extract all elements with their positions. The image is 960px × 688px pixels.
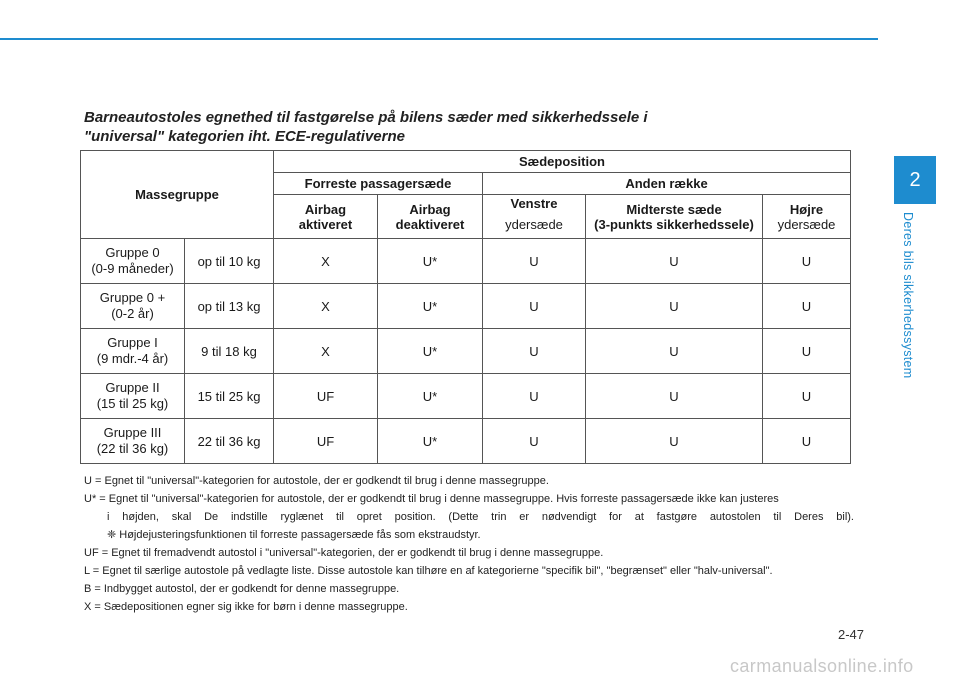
row-group xyxy=(81,239,185,284)
cell-midterste: U xyxy=(586,374,763,419)
header-midterste-saede xyxy=(586,195,763,239)
header-row-1 xyxy=(81,151,851,173)
group-name: Gruppe III xyxy=(103,425,162,440)
page-title xyxy=(84,108,784,146)
group-name: Gruppe 0 xyxy=(105,245,160,260)
cell-venstre: U xyxy=(483,419,586,464)
cell-airbag-deaktiveret: U* xyxy=(378,419,483,464)
cell-midterste: U xyxy=(586,239,763,284)
row-weight: op til 13 kg xyxy=(185,284,274,329)
cell-airbag-deaktiveret: U* xyxy=(378,284,483,329)
legend-b: B = Indbygget autostol, der er godkendt for denne massegruppe. xyxy=(84,583,400,595)
group-range: (22 til 36 kg) xyxy=(96,441,169,456)
row-weight: 15 til 25 kg xyxy=(185,374,274,419)
header-airbag-aktiveret-line-1: Airbag xyxy=(304,201,347,217)
header-hojre-line-2: ydersæde xyxy=(777,216,836,232)
header-midterste-line-2: (3-punkts sikkerhedssele) xyxy=(594,216,754,232)
legend-u-star-continued: i højden, skal De indstille ryglænet til opret position. (Dette trin er nødvendigt for at fastgøre autostolen til Deres bil). xyxy=(107,511,854,523)
header-airbag-deaktiveret xyxy=(378,195,483,239)
table-row xyxy=(81,329,851,374)
row-group xyxy=(81,374,185,419)
legend-u-star-note: ❈ Højdejusteringsfunktionen til forreste passagersæde fås som ekstraudstyr. xyxy=(107,529,481,541)
child-seat-compatibility-table xyxy=(80,150,851,464)
chapter-tab xyxy=(894,156,936,204)
cell-airbag-deaktiveret: U* xyxy=(378,239,483,284)
legend-u: U = Egnet til "universal"-kategorien for autostole, der er godkendt til brug i denne massegruppe. xyxy=(84,475,549,487)
row-group xyxy=(81,329,185,374)
cell-midterste: U xyxy=(586,329,763,374)
chapter-number: 2 xyxy=(909,168,921,191)
header-airbag-aktiveret-line-2: aktiveret xyxy=(298,216,353,232)
row-group xyxy=(81,284,185,329)
legend-l: L = Egnet til særlige autostole på vedlagte liste. Disse autostole kan tilhøre en af kategorierne "specifik bil", "begrænset" eller "halv-universal". xyxy=(84,565,773,577)
cell-hojre: U xyxy=(763,239,851,284)
cell-venstre: U xyxy=(483,374,586,419)
group-range: (0-9 måneder) xyxy=(91,261,174,276)
header-hojre-ydersaede xyxy=(763,195,851,239)
group-name: Gruppe I xyxy=(107,335,158,350)
row-weight: 22 til 36 kg xyxy=(185,419,274,464)
cell-midterste: U xyxy=(586,419,763,464)
header-midterste-line-1: Midterste sæde xyxy=(626,201,722,217)
group-range: (15 til 25 kg) xyxy=(96,396,169,411)
legend-uf: UF = Egnet til fremadvendt autostol i "universal"-kategorien, der er godkendt til brug i denne massegruppe. xyxy=(84,547,604,559)
header-saedeposition: Sædeposition xyxy=(274,151,851,173)
legend-x: X = Sædepositionen egner sig ikke for børn i denne massegruppe. xyxy=(84,601,408,613)
cell-midterste: U xyxy=(586,284,763,329)
cell-airbag-deaktiveret: U* xyxy=(378,329,483,374)
cell-airbag-aktiveret: X xyxy=(274,284,378,329)
cell-hojre: U xyxy=(763,419,851,464)
table-row xyxy=(81,419,851,464)
header-rule xyxy=(0,38,878,40)
cell-venstre: U xyxy=(483,329,586,374)
group-range: (9 mdr.-4 år) xyxy=(96,351,169,366)
header-venstre-line-2: ydersæde xyxy=(505,216,563,232)
chapter-title: Deres bils sikkerhedssystem xyxy=(901,212,915,379)
page-title-line-2: "universal" kategorien iht. ECE-regulativerne xyxy=(84,128,405,145)
header-venstre-ydersaede xyxy=(483,195,586,239)
cell-hojre: U xyxy=(763,284,851,329)
cell-hojre: U xyxy=(763,329,851,374)
header-massegruppe: Massegruppe xyxy=(81,151,274,239)
cell-airbag-aktiveret: X xyxy=(274,239,378,284)
cell-venstre: U xyxy=(483,284,586,329)
legend xyxy=(84,472,854,616)
cell-airbag-aktiveret: X xyxy=(274,329,378,374)
row-weight: 9 til 18 kg xyxy=(185,329,274,374)
legend-u-star: U* = Egnet til "universal"-kategorien for autostole, der er godkendt til brug i denne massegruppe. Hvis forreste passagersæde ikke kan justeres xyxy=(84,493,779,505)
cell-venstre: U xyxy=(483,239,586,284)
header-airbag-deaktiveret-line-1: Airbag xyxy=(409,201,451,217)
cell-airbag-aktiveret: UF xyxy=(274,374,378,419)
header-airbag-aktiveret xyxy=(274,195,378,239)
cell-airbag-aktiveret: UF xyxy=(274,419,378,464)
group-name: Gruppe 0 + xyxy=(99,290,166,305)
row-group xyxy=(81,419,185,464)
cell-hojre: U xyxy=(763,374,851,419)
group-range: (0-2 år) xyxy=(111,306,154,321)
cell-airbag-deaktiveret: U* xyxy=(378,374,483,419)
header-venstre-line-1: Venstre xyxy=(510,195,558,211)
group-name: Gruppe II xyxy=(105,380,160,395)
table-row xyxy=(81,374,851,419)
table-row xyxy=(81,239,851,284)
watermark: carmanualsonline.info xyxy=(730,656,914,676)
header-airbag-deaktiveret-line-2: deaktiveret xyxy=(395,216,465,232)
header-forreste-passagersaede: Forreste passagersæde xyxy=(274,173,483,195)
header-anden-raekke: Anden række xyxy=(483,173,851,195)
page-title-line-1: Barneautostoles egnethed til fastgørelse på bilens sæder med sikkerhedssele i xyxy=(84,109,648,126)
page-number: 2-47 xyxy=(838,627,865,642)
table-row xyxy=(81,284,851,329)
row-weight: op til 10 kg xyxy=(185,239,274,284)
header-hojre-line-1: Højre xyxy=(789,201,824,217)
